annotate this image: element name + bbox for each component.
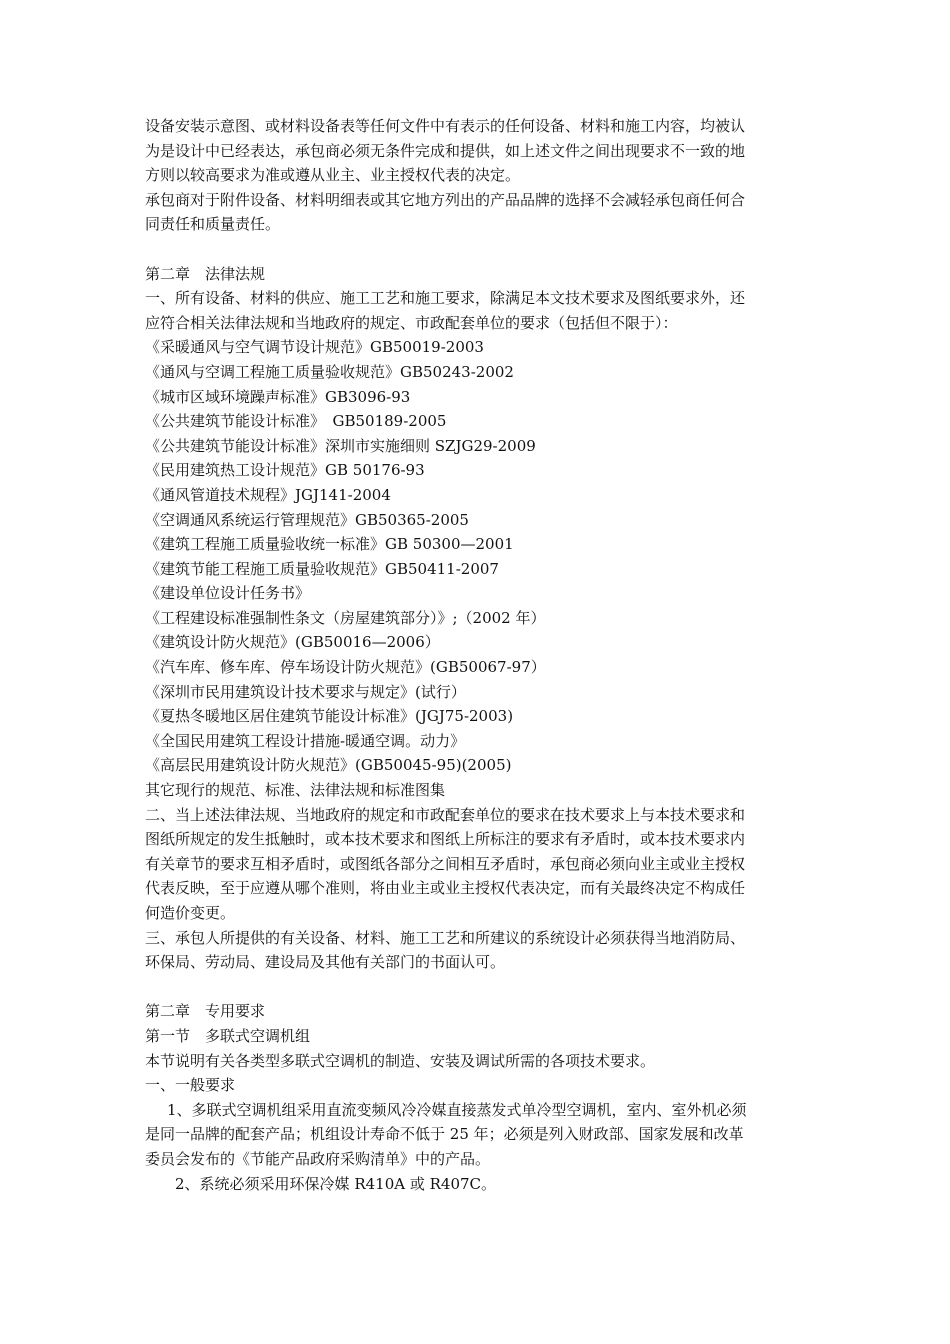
text-line: 方则以较高要求为准或遵从业主、业主授权代表的决定。 (145, 166, 521, 185)
intro-paragraph (145, 114, 810, 237)
text-line: 2、系统必须采用环保冷媒 R410A 或 R407C。 (175, 1174, 497, 1193)
standard-item: 《公共建筑节能设计标准》 GB50189-2005 (145, 412, 447, 431)
chapter-heading: 第二章 专用要求 (145, 1002, 266, 1021)
standard-item: 《全国民用建筑工程设计措施-暖通空调。动力》 (145, 731, 466, 750)
chapter-heading: 第二章 法律法规 (145, 264, 266, 283)
text-line: 代表反映，至于应遵从哪个准则，将由业主或业主授权代表决定，而有关最终决定不构成任 (145, 879, 746, 898)
standard-item: 《工程建设标准强制性条文（房屋建筑部分）》;（2002 年） (145, 608, 546, 627)
blank-line (145, 975, 810, 1000)
standard-item: 《建筑工程施工质量验收统一标准》GB 50300—2001 (145, 535, 514, 554)
text-line: 设备安装示意图、或材料设备表等任何文件中有表示的任何设备、材料和施工内容，均被认 (145, 117, 746, 135)
text-line: 三、承包人所提供的有关设备、材料、施工工艺和所建议的系统设计必须获得当地消防局、 (145, 928, 746, 947)
standard-item: 《民用建筑热工设计规范》GB 50176-93 (145, 461, 425, 480)
text-line: 二、当上述法律法规、当地政府的规定和市政配套单位的要求在技术要求上与本技术要求和 (145, 805, 746, 824)
standard-item: 《通风与空调工程施工质量验收规范》GB50243-2002 (145, 362, 514, 381)
standard-item: 其它现行的规范、标准、法律法规和标准图集 (145, 781, 446, 800)
standard-item: 《通风管道技术规程》JGJ141-2004 (145, 485, 391, 504)
text-line: 何造价变更。 (145, 904, 236, 922)
text-line: 委员会发布的《节能产品政府采购清单》中的产品。 (145, 1149, 491, 1168)
document-body (145, 114, 810, 1196)
chapter-special (145, 999, 810, 1196)
text-line: 应符合相关法律法规和当地政府的规定、市政配套单位的要求（包括但不限于）： (145, 313, 678, 332)
chapter-law (145, 262, 810, 975)
standard-item: 《空调通风系统运行管理规范》GB50365-2005 (145, 510, 469, 529)
standard-item: 《城市区域环境躁声标准》GB3096-93 (145, 387, 411, 406)
standard-item: 《夏热冬暖地区居住建筑节能设计标准》(JGJ75-2003) (145, 707, 514, 726)
text-line: 本节说明有关各类型多联式空调机的制造、安装及调试所需的各项技术要求。 (145, 1051, 656, 1070)
text-line: 一、所有设备、材料的供应、施工工艺和施工要求，除满足本文技术要求及图纸要求外，还 (145, 289, 746, 308)
text-line: 同责任和质量责任。 (145, 215, 281, 234)
standard-item: 《采暖通风与空气调节设计规范》GB50019-2003 (145, 338, 484, 357)
standard-item: 《高层民用建筑设计防火规范》(GB50045-95)(2005) (145, 756, 512, 775)
text-line: 1、多联式空调机组采用直流变频风冷冷媒直接蒸发式单冷型空调机，室内、室外机必须 (167, 1100, 747, 1119)
text-line: 承包商对于附件设备、材料明细表或其它地方列出的产品品牌的选择不会减轻承包商任何合 (145, 190, 746, 209)
standard-item: 《公共建筑节能设计标准》深圳市实施细则 SZJG29-2009 (145, 436, 536, 455)
text-line: 有关章节的要求互相矛盾时，或图纸各部分之间相互矛盾时，承包商必须向业主或业主授权 (145, 854, 746, 873)
standard-item: 《汽车库、修车库、停车场设计防火规范》(GB50067-97） (145, 658, 546, 677)
standards-list (145, 335, 810, 802)
text-line: 是同一品牌的配套产品；机组设计寿命不低于 25 年；必须是列入财政部、国家发展和改革 (145, 1125, 744, 1144)
blank-line (145, 237, 810, 262)
text-line: 图纸所规定的发生抵触时，或本技术要求和图纸上所标注的要求有矛盾时，或本技术要求内 (145, 830, 746, 849)
text-line: 为是设计中已经表达，承包商必须无条件完成和提供，如上述文件之间出现要求不一致的地 (145, 141, 746, 160)
subsection-heading: 一、一般要求 (145, 1076, 236, 1095)
text-line: 环保局、劳动局、建设局及其他有关部门的书面认可。 (145, 953, 506, 972)
standard-item: 《建设单位设计任务书》 (145, 584, 311, 603)
section-heading: 第一节 多联式空调机组 (145, 1026, 311, 1045)
standard-item: 《深圳市民用建筑设计技术要求与规定》(试行） (145, 682, 466, 701)
standard-item: 《建筑设计防火规范》(GB50016—2006） (145, 633, 440, 652)
standard-item: 《建筑节能工程施工质量验收规范》GB50411-2007 (145, 559, 499, 578)
